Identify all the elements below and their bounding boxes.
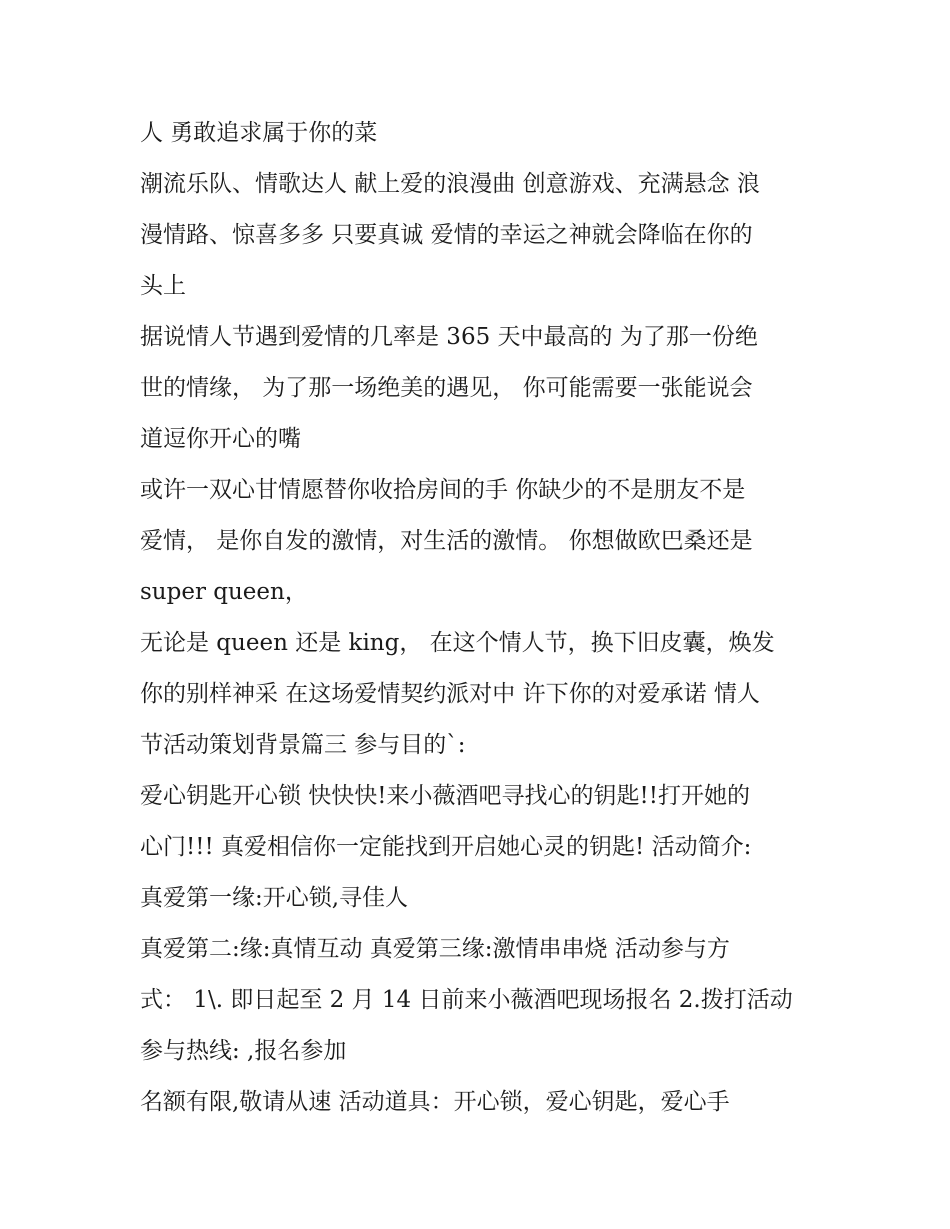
text-line: 无论是 queen 还是 king， 在这个情人节，换下旧皮囊，焕发: [140, 630, 775, 656]
document-body: [140, 108, 810, 1128]
text-line: 式： 1\. 即日起至 2 月 14 日前来小薇酒吧现场报名 2.拨打活动: [140, 987, 793, 1013]
text-line: 道逗你开心的嘴: [140, 426, 301, 452]
text-line: 爱情， 是你自发的激情，对生活的激情。 你想做欧巴桑还是: [140, 528, 753, 554]
text-line: 人 勇敢追求属于你的菜: [140, 120, 378, 146]
text-line: 世的情缘， 为了那一场绝美的遇见， 你可能需要一张能说会: [140, 375, 753, 401]
text-line: 据说情人节遇到爱情的几率是 365 天中最高的 为了那一份绝: [140, 324, 758, 350]
text-line: 真爱第二:缘:真情互动 真爱第三缘:激情串串烧 活动参与方: [140, 936, 730, 962]
text-line: 头上: [140, 273, 186, 299]
text-line: 心门!!! 真爱相信你一定能找到开启她心灵的钥匙! 活动简介:: [140, 834, 752, 860]
text-line: 潮流乐队、情歌达人 献上爱的浪漫曲 创意游戏、充满悬念 浪: [140, 171, 760, 197]
text-line: super queen，: [140, 579, 308, 605]
text-line: 参与热线: ,报名参加: [140, 1038, 347, 1064]
text-line: 名额有限,敬请从速 活动道具：开心锁，爱心钥匙，爱心手: [140, 1089, 730, 1115]
text-line: 漫情路、惊喜多多 只要真诚 爱情的幸运之神就会降临在你的: [140, 222, 753, 248]
text-line: 真爱第一缘:开心锁,寻佳人: [140, 885, 409, 911]
text-line: 节活动策划背景篇三 参与目的`:: [140, 732, 466, 758]
text-line: 或许一双心甘情愿替你收拾房间的手 你缺少的不是朋友不是: [140, 477, 746, 503]
text-line: 爱心钥匙开心锁 快快快!来小薇酒吧寻找心的钥匙!!打开她的: [140, 783, 751, 809]
text-line: 你的别样神采 在这场爱情契约派对中 许下你的对爱承诺 情人: [140, 681, 760, 707]
